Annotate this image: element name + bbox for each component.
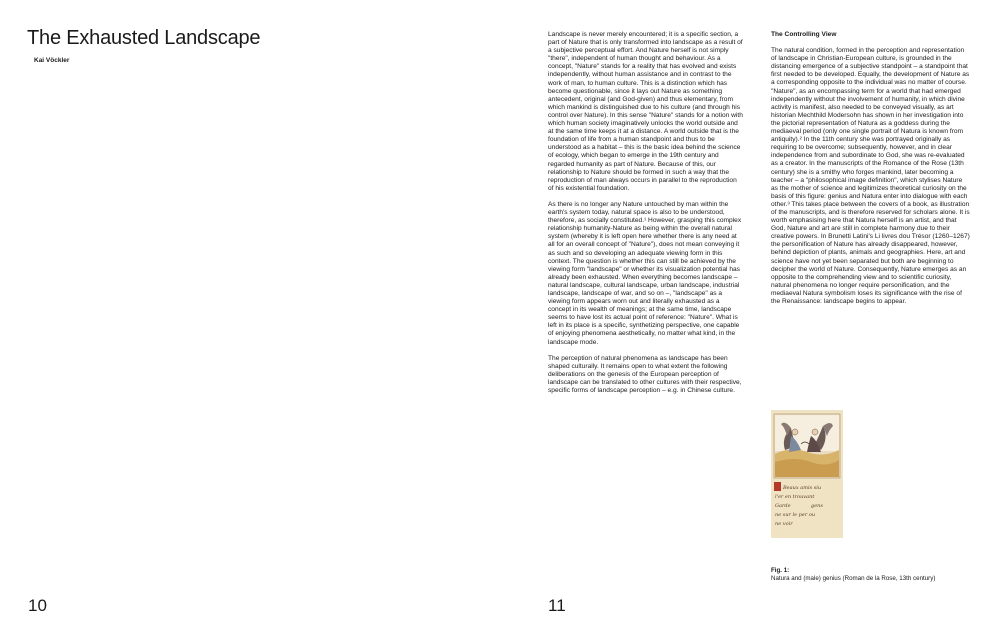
manuscript-line-1: Beaux amis siu bbox=[783, 485, 822, 491]
paragraph: The perception of natural phenomena as landscape has been shaped culturally. It remains open to what extent the following deliberations on the genesis of the European perception of landscape can be translated to other cultures with their respective, specific forms of landscape perception – e.g. in Chinese culture. bbox=[548, 354, 742, 395]
manuscript-line-5: ne sur le per ou bbox=[775, 512, 816, 518]
manuscript-line-2: l'er en trouvant bbox=[775, 494, 815, 500]
caption-label: Fig. 1: bbox=[771, 567, 790, 574]
body-column-right bbox=[771, 31, 971, 314]
page-number-right: 11 bbox=[548, 596, 566, 615]
body-column-left bbox=[548, 31, 743, 403]
caption-text: Natura and (male) genius (Roman de la Rose, 13th century) bbox=[771, 575, 936, 582]
page-number-left: 10 bbox=[28, 596, 47, 615]
paragraph: As there is no longer any Nature untouched by man within the earth's system today, natural space is also to be understood, therefore, as socially constituted.¹ However, grasping this complex relationship humanity-Nature as being within the overall natural system (whereby it is left open here whether there is any need at all for an overall concept of "Nature"), does not mean conveying it as such and so developing an adequate viewing form in this context. The question is whether this can still be achieved by the viewing form "landscape" or whether its visualization potential has already been exhausted. When everything becomes landscape – natural landscape, cultural landscape, urban landscape, industrial landscape, landscape of war, and so on –, "landscape" as a viewing form appears worn out and literally exhausted as a concept in its wealth of meanings; at the same time, landscape seems to have lost its actual point of reference: "Nature". What is left in its place is a specific, synthetizing perspective, one capable of enjoying phenomena aesthetically, no matter what kind, in the landscape mode. bbox=[548, 200, 742, 346]
figure-manuscript-illumination bbox=[771, 410, 843, 538]
author-name: Kai Vöckler bbox=[34, 57, 70, 64]
manuscript-line-3: Garde bbox=[775, 503, 791, 509]
article-title: The Exhausted Landscape bbox=[27, 27, 261, 49]
paragraph: Landscape is never merely encountered; it is a specific section, a part of Nature that is only transformed into landscape as a result of a subjective perceptual effort. And Nature herself is not simply "there", independent of human thought and behaviour. As a concept, "Nature" stands for a reality that has evolved and exists independently, without human assistance and in contrast to the work of man, to human culture. This is a distinction which has become questionable, since it lays out Nature as something antecedent, original (and God-given) and thus elementary, from which mankind is distinguished due to his culture (and through his control over Nature). In this sense "Nature" stands for a notion with which human society imaginatively unlocks the world outside and at the same time keeps it at a distance. A world outside that is the foundation of life from a human standpoint and thus to be understood as a habitat – this is the basic idea behind the science of ecology, which began to emerge in the 19th century and regarded humanity as part of Nature. Because of this, our relationship to Nature should be formed in such a way that the reproduction of man always occurs in parallel to the reproduction of his existential foundation. bbox=[548, 31, 743, 192]
section-heading: The Controlling View bbox=[771, 31, 837, 38]
figure-caption bbox=[771, 567, 991, 583]
manuscript-line-4: gens bbox=[811, 503, 823, 509]
manuscript-line-6: ne voir bbox=[775, 521, 793, 527]
paragraph: The natural condition, formed in the perception and representation of landscape in Christian-European culture, is grounded in the distancing emergence of a subjective standpoint – a standpoint that first needed to be developed. Equally, the development of Nature as a corresponding opposite to the individual was no matter of course. "Nature", as an encompassing term for a world that had emerged independently without the involvement of humanity, in which divine activity is manifest, also needed to be conveyed visually, as art historian Mechthild Modersohn has shown in her investigation into the pictorial representation of Natura as a goddess during the mediaeval period (only one single portrait of Natura is known from antiquity).² In the 11th century she was portrayed originally as requiring to be overcome; subsequently, however, and in clear independence from and subordinate to God, she was re-evaluated as a creator. In the manuscripts of the Romance of the Rose (13th century) she is a smithy who forges mankind, later becoming a teacher – a "philosophical image definition", which stylises Nature as the mother of science and legitimizes theoretical curiosity on the basis of this figure: genius and Natura enter into dialogue with each other.³ This takes place between the covers of a book, as illustration of the manuscripts, and is therefore reserved for scholars alone. It is worth emphasising here that Natura herself is an artist, and that God, Nature and art are still in complete harmony due to their creative powers. In Brunetti Latini's Li livres dou Trésor (1260–1267) the personification of Nature has already disappeared, however, behind depiction of plants, animals and geographies. Here, art and science have not yet been separated but both are beginning to decipher the world of Nature. Consequently, Nature emerges as an opposite to the comprehending view and to scientific curiosity, natural phenomena no longer require personification, and the mediaeval Natura symbolism loses its significance with the rise of the Renaissance: landscape begins to appear. bbox=[771, 47, 970, 305]
manuscript-illustration bbox=[771, 410, 843, 538]
